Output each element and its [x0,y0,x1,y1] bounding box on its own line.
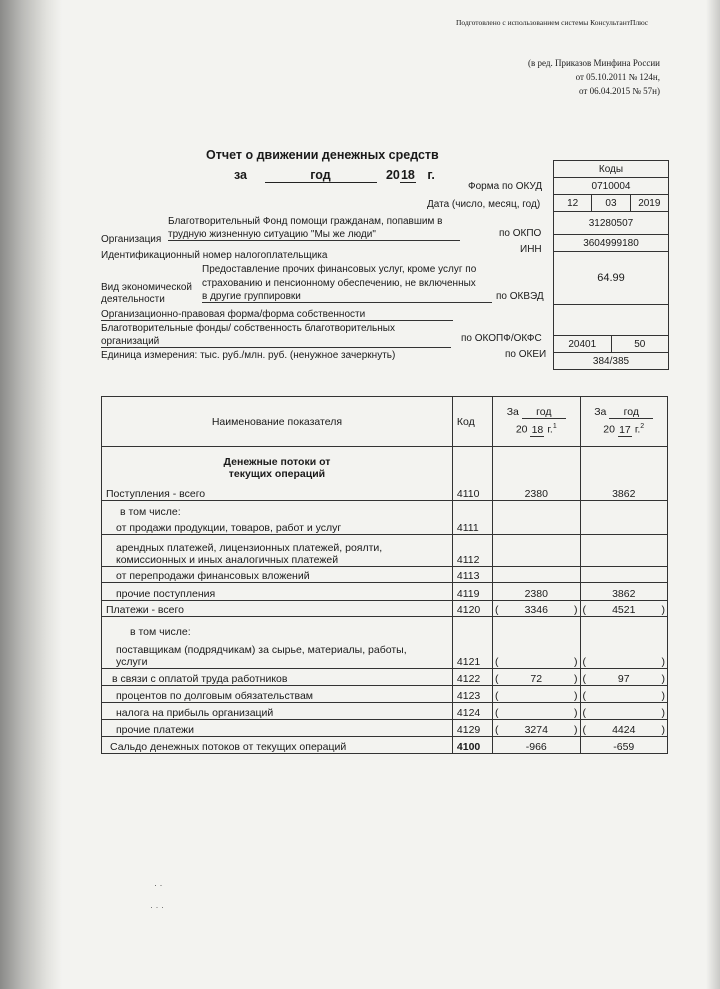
close-paren: ) [661,690,665,702]
open-paren: ( [582,724,586,736]
row-code: 4119 [452,583,492,601]
open-paren: ( [495,707,499,719]
open-paren: ( [495,673,499,685]
row-code: 4129 [452,720,492,737]
close-paren: ) [574,673,578,685]
label-activity-2: деятельности [101,294,165,305]
open-paren: ( [495,604,499,616]
row-value-previous [580,535,668,567]
row-value-previous [580,686,668,703]
table-row [102,720,668,737]
revision-note [460,56,660,98]
row-value: 97 [617,673,630,685]
close-paren: ) [661,604,665,616]
close-paren: ) [661,673,665,685]
row-code: 4124 [452,703,492,720]
table-row [102,686,668,703]
row-value-current: 2380 [493,447,580,501]
row-label: процентов по долговым обязательствам [102,686,453,703]
open-paren: ( [582,656,586,668]
header-god: год [609,406,653,419]
row-value-current [493,617,580,669]
code-okei: 384/385 [592,355,630,367]
label-date: Дата (число, месяц, год) [427,199,541,210]
row-label: от перепродажи финансовых вложений [102,567,453,583]
table-row [102,501,668,535]
code-inn: 3604999180 [554,235,668,252]
revision-line: от 05.10.2011 № 124н, [575,72,660,82]
row-value-previous [580,601,668,617]
period-word: год [265,168,377,183]
header-god: год [522,406,566,419]
row-label: в том числе: [120,506,181,518]
row-value-current [493,535,580,567]
row-value: 72 [530,673,543,685]
row-code: 4121 [452,617,492,669]
table-row [102,703,668,720]
header-footnote-2: 2 [640,423,645,431]
row-code: 4111 [452,501,492,535]
row-value-previous: 3862 [580,583,668,601]
header-20: 20 [603,423,615,436]
row-name [102,501,453,535]
row-label: комиссионных и иных аналогичных платежей [116,554,339,566]
close-paren: ) [661,707,665,719]
row-value: 4521 [612,604,636,616]
period-year-g: г. [427,168,435,182]
table-row-total [102,737,668,754]
close-paren: ) [574,724,578,736]
open-paren: ( [495,656,499,668]
row-value-previous [580,617,668,669]
row-value-previous [580,703,668,720]
table-row [102,567,668,583]
row-label: налога на прибыль организаций [102,703,453,720]
row-value: 4424 [612,724,636,736]
row-code: 4113 [452,567,492,583]
revision-line: (в ред. Приказов Минфина России [528,58,660,68]
close-paren: ) [574,690,578,702]
header-za: За [594,406,607,419]
header-name: Наименование показателя [102,397,453,447]
label-inn-line: Идентификационный номер налогоплательщика [101,250,328,261]
codes-box [553,160,669,370]
row-code: 4100 [452,737,492,754]
scan-speck: · · [154,880,163,890]
table-row [102,535,668,567]
code-okopf: 20401 [554,336,612,352]
table-row [102,447,668,501]
activity-text-2: страхованию и пенсионному обеспечению, не включенных [202,278,476,289]
row-value-current: -966 [493,737,580,754]
code-date-month: 03 [592,195,630,211]
row-code: 4122 [452,669,492,686]
open-paren: ( [495,690,499,702]
revision-line: от 06.04.2015 № 57н) [579,86,660,96]
table-row [102,617,668,669]
report-title: Отчет о движении денежных средств [206,148,439,162]
codes-header: Коды [554,161,668,178]
row-name [102,447,453,501]
close-paren: ) [574,656,578,668]
activity-text-3: в другие группировки [202,291,492,303]
code-okved: 64.99 [554,252,668,305]
row-label: в том числе: [130,626,191,638]
row-value-current [493,686,580,703]
section-line: Денежные потоки от [223,456,331,468]
row-name [102,617,453,669]
row-code: 4123 [452,686,492,703]
header-g-1: г. [547,423,553,436]
legal-value-1: Благотворительные фонды/ собственность благотворительных [101,323,395,334]
row-value-previous: 3862 [580,447,668,501]
header-za: За [506,406,519,419]
table-row [102,583,668,601]
row-label: прочие поступления [102,583,453,601]
period-za: за [234,168,248,182]
close-paren: ) [574,604,578,616]
open-paren: ( [495,724,499,736]
header-year-2: 17 [619,423,631,436]
row-label: в связи с оплатой труда работников [102,669,453,686]
open-paren: ( [582,604,586,616]
header-period-2 [580,397,668,447]
table-header-row [102,397,668,447]
prepared-note: Подготовлено с использованием системы КонсультантПлюс [456,18,649,27]
row-value-previous [580,720,668,737]
row-value: 3274 [524,724,548,736]
row-code: 4120 [452,601,492,617]
code-okopf-okfs [554,336,668,353]
org-name-line2: трудную жизненную ситуацию "Мы же люди" [168,229,460,241]
open-paren: ( [582,707,586,719]
header-20: 20 [515,423,528,436]
row-value-current [493,567,580,583]
label-legal-form: Организационно-правовая форма/форма собственности [101,309,453,321]
table-row [102,669,668,686]
header-code: Код [452,397,492,447]
code-okpo: 31280507 [554,212,668,235]
cash-flow-table [101,396,668,754]
row-label: Сальдо денежных потоков от текущих операций [102,737,453,754]
row-value-current: 2380 [493,583,580,601]
section-line: текущих операций [228,468,326,480]
close-paren: ) [574,707,578,719]
close-paren: ) [661,656,665,668]
row-value: 3346 [524,604,548,616]
code-okfs: 50 [634,338,646,350]
row-label: поставщикам (подрядчикам) за сырье, материалы, работы, [116,644,407,656]
label-po-okved: по ОКВЭД [496,291,544,302]
row-label: услуги [116,656,148,668]
row-value-current [493,703,580,720]
row-value-current [493,601,580,617]
label-organization: Организация [101,234,162,245]
activity-text-1: Предоставление прочих финансовых услуг, кроме услуг по [202,264,477,275]
row-label: арендных платежей, лицензионных платежей, роялти, [116,542,383,554]
row-label: Поступления - всего [106,488,206,500]
code-date-day: 12 [554,195,592,211]
header-year-1: 18 [531,423,544,436]
org-name-line1: Благотворительный Фонд помощи гражданам, попавшим в [168,216,443,227]
label-po-okpo: по ОКПО [499,228,542,239]
header-period-1 [493,397,580,447]
code-okud: 0710004 [554,178,668,195]
row-value-previous [580,501,668,535]
row-code: 4112 [452,535,492,567]
legal-value-2: организаций [101,336,451,348]
code-empty [554,305,668,336]
scan-speck: · · · [150,902,164,912]
scan-shadow-right [706,0,720,989]
row-value-current [493,669,580,686]
header-footnote-1: 1 [552,423,557,431]
code-date-year: 2019 [638,197,661,209]
label-po-okopf: по ОКОПФ/ОКФС [461,333,542,344]
close-paren: ) [661,724,665,736]
row-label: прочие платежи [102,720,453,737]
label-po-okei: по ОКЕИ [505,349,547,360]
row-value-previous [580,567,668,583]
row-value-current [493,501,580,535]
period-year-prefix: 20 [385,168,400,182]
open-paren: ( [582,673,586,685]
open-paren: ( [582,690,586,702]
row-label: Платежи - всего [102,601,453,617]
row-value-previous: -659 [580,737,668,754]
row-value-previous [580,669,668,686]
period-year-suffix: 18 [400,168,415,182]
section-title [106,456,448,480]
report-period [234,168,435,183]
row-code: 4110 [452,447,492,501]
label-forma-okud: Форма по ОКУД [468,181,543,192]
label-inn: ИНН [520,244,542,255]
table-row [102,601,668,617]
scan-shadow-left [0,0,62,989]
row-value-current [493,720,580,737]
header-g-2: г. [634,423,641,436]
row-label: от продажи продукции, товаров, работ и услуг [116,522,342,534]
label-unit: Единица измерения: тыс. руб./млн. руб. (ненужное зачеркнуть) [101,350,396,361]
row-name [102,535,453,567]
label-activity-1: Вид экономической [101,282,192,293]
code-date [554,195,668,212]
